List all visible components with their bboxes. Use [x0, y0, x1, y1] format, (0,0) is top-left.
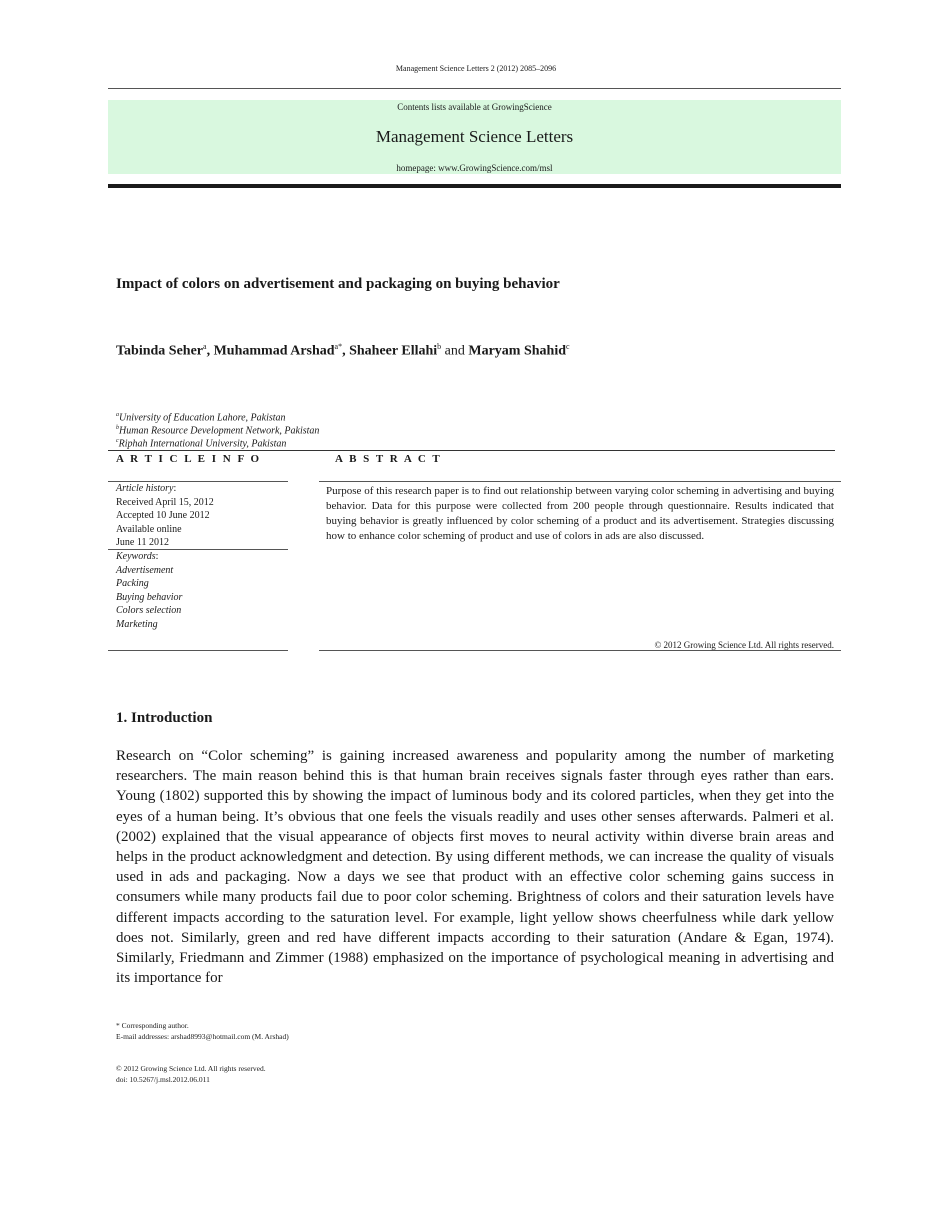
- abstract-rule: [319, 481, 841, 482]
- journal-name: Management Science Letters: [375, 127, 574, 146]
- abstract-text: Purpose of this research paper is to find out relationship between varying color scheming in advertising and buying behavior. Data for this purpose were collected from 200 people through questionnaire. Results indicated that buying behavior is greatly influenced by color scheming of a product and its advertisement. Strategies discussing how to enhance color scheming of product and use of colors in ads are also discussed.: [326, 485, 834, 542]
- author-name: Shaheer Ellahi: [349, 343, 438, 359]
- history-colon: :: [173, 483, 177, 494]
- corresponding-note: * Corresponding author.: [116, 1021, 189, 1030]
- keyword: Packing: [116, 578, 149, 589]
- author-sup: a*: [334, 342, 343, 351]
- keywords: [116, 550, 182, 631]
- author-name: Tabinda Seher: [116, 343, 204, 359]
- info-top-rule: [108, 450, 835, 451]
- keyword: Buying behavior: [116, 591, 183, 603]
- keyword: Colors selection: [116, 605, 182, 616]
- history-label: Article history: [116, 483, 174, 494]
- affiliation: $^c$Riphah International University, Pakistan: [116, 438, 287, 450]
- article-info-heading: A R T I C L E I N F O: [116, 453, 262, 465]
- history-item: Received April 15, 2012: [116, 496, 214, 508]
- author-sep: and: [441, 343, 469, 359]
- info-bottom-rule: [108, 650, 288, 651]
- author-sup: b: [437, 342, 442, 351]
- article-title: Impact of colors on advertisement and packaging on buying behavior: [116, 276, 560, 292]
- author-list: [116, 342, 570, 360]
- author-sup: c: [566, 342, 570, 351]
- contents-line: Contents lists available at GrowingScience: [397, 102, 552, 112]
- banner-rule: [108, 184, 841, 188]
- author-sep: ,: [206, 343, 214, 359]
- author-name: Muhammad Arshad: [213, 343, 335, 359]
- footer-copyright: © 2012 Growing Science Ltd. All rights reserved.: [116, 1064, 266, 1073]
- history-item: Accepted 10 June 2012: [116, 510, 210, 521]
- abstract-bottom-rule: [319, 650, 841, 651]
- keyword: Advertisement: [116, 564, 174, 576]
- abstract-heading: A B S T R A C T: [335, 453, 442, 465]
- keywords-colon: :: [155, 551, 159, 562]
- email-note: E-mail addresses: arshad8993@hotmail.com (M. Arshad): [116, 1032, 289, 1041]
- introduction-body: Research on “Color scheming” is gaining increased awareness and popularity among the number of marketing researchers. The main reason behind this is that human brain receives signals faster through eyes rather than ears. Young (1802) supported this by showing the impact of luminous body and its colored particles, when they get into the eyes of a human being. It’s obvious that one feels the visuals readily and uses other senses afterwards. Palmeri et al. (2002) explained that the visual appearance of objects first moves to neural activity within diverse brain areas and helps in the product acknowledgment and detection. By using different methods, we can increase the quality of visuals used in ads and packaging. Now a days we see that product with an effective color scheming gains success in consumers while many products fail due to poor color scheming. Brightness of colors and their saturation levels have different impacts according to the saturation level. For example, light yellow shows cheerfulness while dark yellow does not. Similarly, green and red have different impacts according to their saturation (Andare & Egan, 1974). Similarly, Friedmann and Zimmer (1988) emphasized on the importance of psychological meaning in advertising and its importance for: [116, 748, 834, 987]
- keywords-label: Keywords: [116, 551, 156, 562]
- running-head: Management Science Letters 2 (2012) 2085–2096: [395, 64, 557, 73]
- header-rule: [108, 88, 841, 89]
- homepage-link[interactable]: homepage: www.GrowingScience.com/msl: [396, 163, 553, 173]
- section-heading: 1. Introduction: [116, 710, 213, 726]
- doi[interactable]: doi: 10.5267/j.msl.2012.06.011: [116, 1075, 210, 1084]
- author-sep: ,: [342, 343, 350, 359]
- affiliation: $^a$University of Education Lahore, Pakistan: [116, 412, 286, 424]
- history-item: June 11 2012: [116, 537, 169, 548]
- journal-banner: [108, 100, 841, 174]
- author-name: Maryam Shahid: [468, 343, 566, 359]
- history-item: Available online: [116, 523, 182, 535]
- author-sup: a: [203, 342, 207, 351]
- keyword: Marketing: [116, 618, 158, 630]
- article-history: [116, 482, 214, 550]
- affiliation: $^b$Human Resource Development Network, Pakistan: [116, 425, 320, 437]
- abstract-copyright: © 2012 Growing Science Ltd. All rights reserved.: [654, 640, 834, 650]
